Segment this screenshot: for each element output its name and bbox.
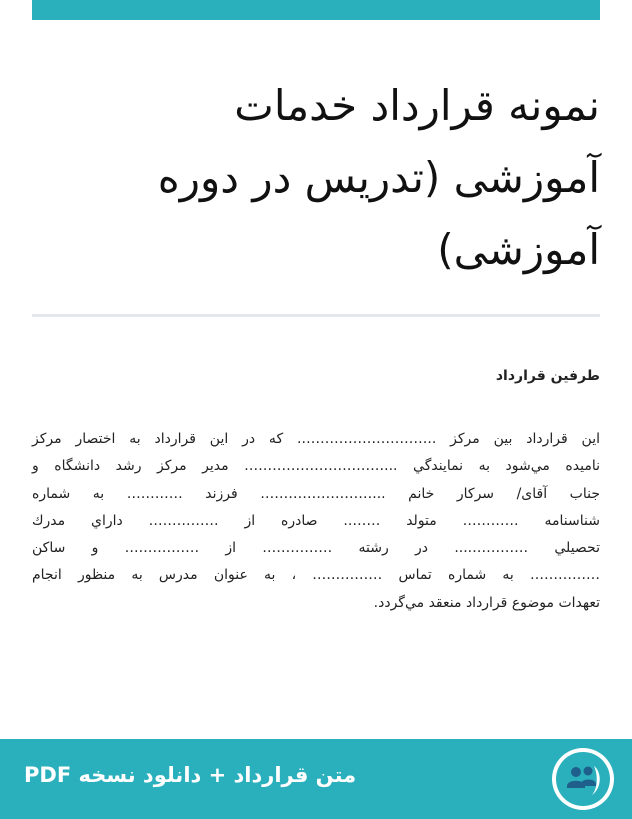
site-logo[interactable]	[552, 748, 614, 810]
paragraph-line: اين قرارداد بين مركز ..………………………. كه در اين قرارداد به اختصار مركز	[32, 431, 600, 447]
section-heading: طرفین قرارداد	[495, 368, 600, 384]
contract-parties-paragraph	[32, 426, 600, 617]
title-line: نمونه قرارداد خدمات	[234, 81, 600, 130]
paragraph-line: ناميده مي‌شود به نمايندگي ...………………………… مدير مركز رشد دانشگاه و	[32, 458, 600, 475]
top-accent-bar	[32, 0, 600, 20]
paragraph-line: …………… به شماره تماس …………… ، به عنوان مدرس به منظور انجام	[32, 567, 600, 584]
paragraph-line: تحصيلي ………….... در رشته …………… از ………….… و ساكن	[32, 540, 600, 557]
title-line: آموزشی (تدریس در دوره	[157, 153, 600, 202]
title-divider	[32, 314, 600, 317]
title-line: آموزشی)	[437, 225, 600, 274]
users-icon	[552, 748, 614, 810]
paragraph-line: شناسنامه ………… متولد …….. صادره از …………… داراي مدرك	[32, 512, 600, 529]
download-banner-label[interactable]: متن قرارداد + دانلود نسخه PDF	[24, 763, 357, 787]
download-banner[interactable]	[0, 739, 632, 819]
paragraph-line: تعهدات موضوع قرارداد منعقد مي‌گردد.	[373, 594, 600, 611]
page-title	[32, 70, 600, 286]
paragraph-line: جناب آقای/ سرکار خانم ...…………………… فرزند ………… به شماره	[32, 485, 600, 502]
